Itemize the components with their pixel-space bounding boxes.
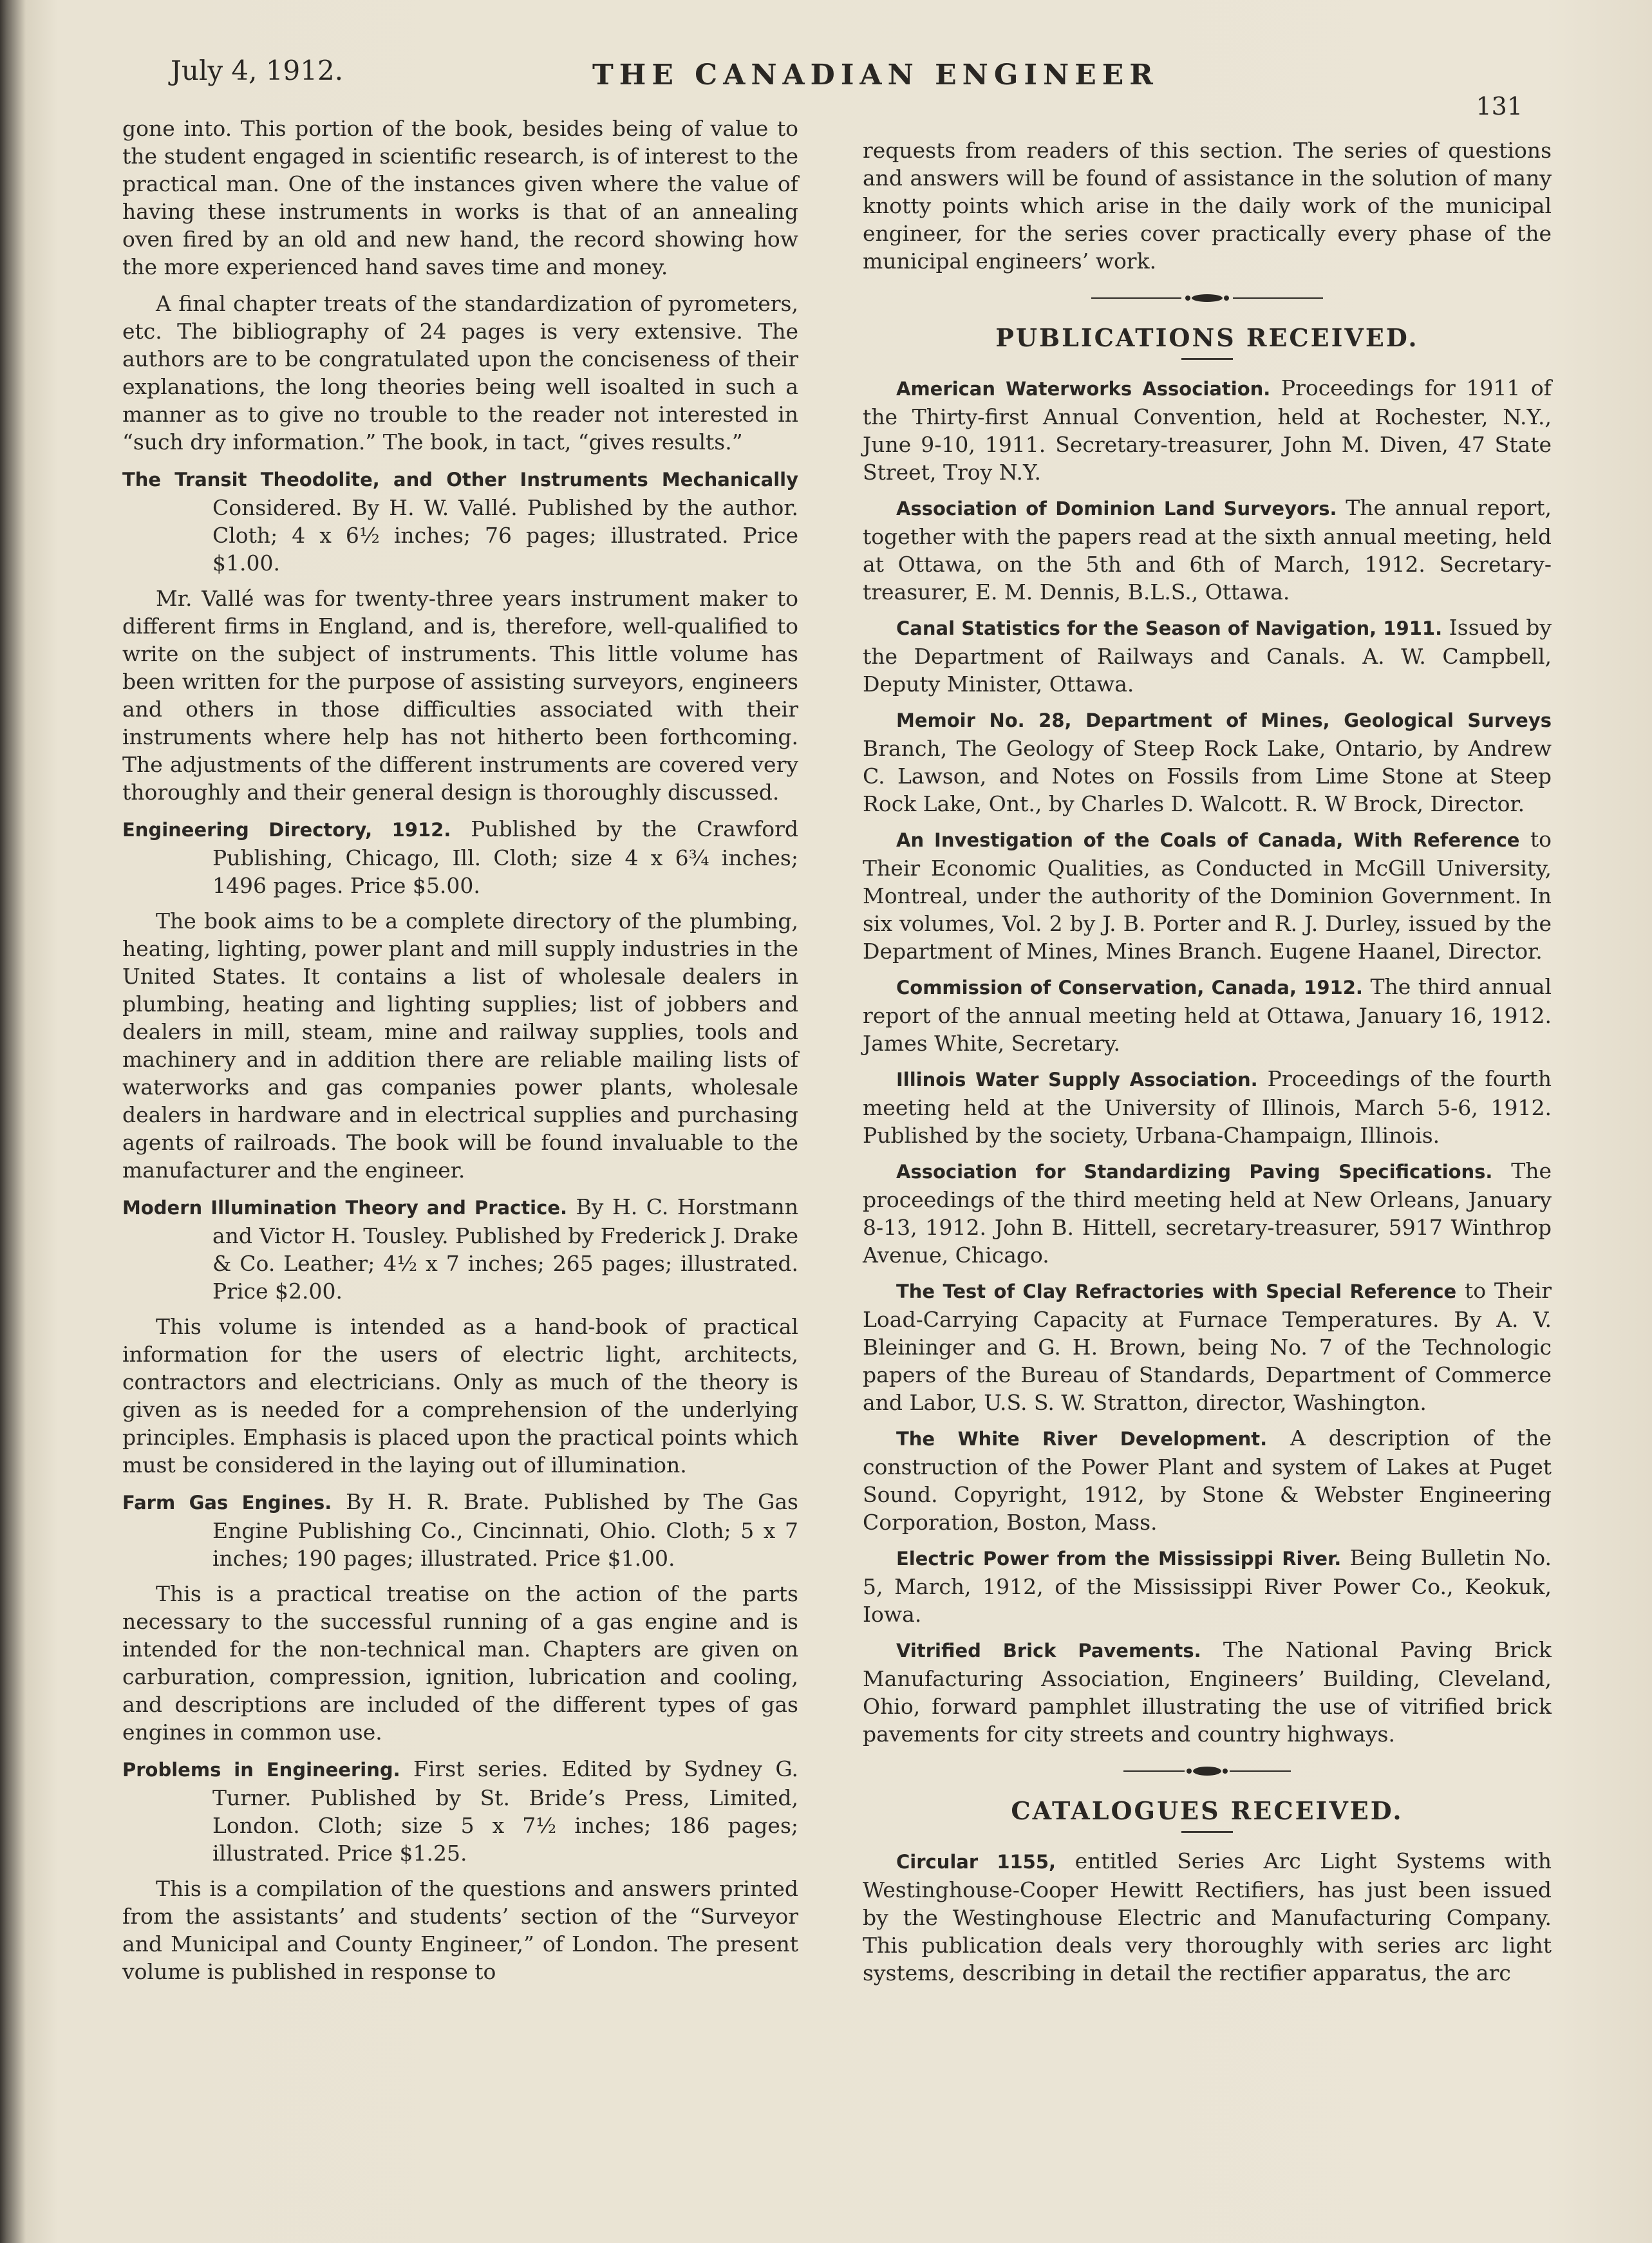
publications-heading: PUBLICATIONS RECEIVED. xyxy=(995,323,1419,352)
catalogues-heading: CATALOGUES RECEIVED. xyxy=(1011,1796,1403,1825)
page-number: 131 xyxy=(1476,92,1523,120)
publication-entry xyxy=(863,1424,1552,1536)
review-entry xyxy=(122,815,798,899)
heading-rule xyxy=(1181,358,1233,360)
publication-title: Memoir No. 28, Department of Mines, Geological Surveys xyxy=(896,709,1552,731)
ornament-divider xyxy=(1123,1765,1291,1778)
publication-entry xyxy=(863,1065,1552,1149)
paragraph: A final chapter treats of the standardization of pyrometers, etc. The bibliography of 24 pages is very extensive. The authors are to be congratulated upon the conciseness of their explanations, the long theories being well isoalted in such a manner as to give no trouble to the reader not interested in “such dry information.” The book, in tact, “gives results.” xyxy=(122,291,798,455)
publication-title: Vitrified Brick Pavements. xyxy=(896,1640,1201,1662)
publication-title: Association for Standardizing Paving Specifications. xyxy=(896,1161,1493,1183)
publication-title: The Test of Clay Refractories with Special Reference xyxy=(896,1281,1457,1302)
publication-title: Canal Statistics for the Season of Navigation, 1911. xyxy=(896,617,1443,639)
paragraph: requests from readers of this section. The series of questions and answers will be found of assistance in the solution of many knotty points which arise in the daily work of the municipal engineer, for the series cover practically every phase of the municipal engineers’ work. xyxy=(863,138,1552,274)
review-details: Considered. By H. W. Vallé. Published by the author. Cloth; 4 x 6½ inches; 76 pages; illustrated. Price $1.00. xyxy=(212,495,798,576)
publication-entry xyxy=(863,614,1552,698)
review-details: Published by the Crawford Publishing, Chicago, Ill. Cloth; size 4 x 6¾ inches; 1496 pages. Price $5.00. xyxy=(212,816,798,898)
publication-text: to Their Economic Qualities, as Conducted in McGill University, Montreal, under the authority of the Dominion Government. In six volumes, Vol. 2 by J. B. Porter and R. J. Durley, issued by the Department of Mines, Mines Branch. Eugene Haanel, Director. xyxy=(863,827,1552,964)
publication-text: The National Paving Brick Manufacturing Association, Engineers’ Building, Cleveland, Ohio, forward pamphlet illustrating the use of vitrified brick pavements for city streets and country highways. xyxy=(863,1637,1552,1747)
review-details: By H. C. Horstmann and Victor H. Tousley. Published by Frederick J. Drake & Co. Leather; 4½ x 7 inches; 265 pages; illustrated. Price $2.00. xyxy=(212,1194,798,1304)
review-body: This is a compilation of the questions and answers printed from the assistants’ and students’ section of the “Surveyor and Municipal and County Engineer,” of London. The present volume is published in response to xyxy=(122,1876,798,1984)
publication-title: Commission of Conservation, Canada, 1912. xyxy=(896,977,1363,999)
publication-entry xyxy=(863,1277,1552,1416)
publication-entry xyxy=(863,1636,1552,1748)
publication-text: Proceedings for 1911 of the Thirty-first Annual Convention, held at Rochester, N.Y., June 9-10, 1911. Secretary-treasurer, John M. Diven, 47 State Street, Troy N.Y. xyxy=(863,375,1552,485)
publication-text: Issued by the Department of Railways and Canals. A. W. Campbell, Deputy Minister, Ottawa. xyxy=(863,615,1552,697)
publication-title: American Waterworks Association. xyxy=(896,378,1271,400)
publication-title: The White River Development. xyxy=(896,1428,1268,1450)
catalogue-text: entitled Series Arc Light Systems with Westinghouse-Cooper Hewitt Rectifiers, has just been issued by the Westinghouse Electric and Manufacturing Company. This publication deals very thoroughly with series arc light systems, describing in detail the rectifier apparatus, the arc xyxy=(863,1848,1552,1985)
publication-entry xyxy=(863,494,1552,606)
publication-entry xyxy=(863,706,1552,818)
ornament-divider xyxy=(1091,292,1323,305)
publication-title: Electric Power from the Mississippi River. xyxy=(896,1548,1342,1570)
catalogue-entry xyxy=(863,1847,1552,1987)
left-column xyxy=(122,115,798,1994)
journal-title: THE CANADIAN ENGINEER xyxy=(592,59,1159,91)
review-body: This is a practical treatise on the action of the parts necessary to the successful running of a gas engine and is intended for the non-technical man. Chapters are given on carburation, compression, ignition, lubrication and cooling, and descriptions are included of the different types of gas engines in common use. xyxy=(122,1581,798,1745)
review-body: The book aims to be a complete directory of the plumbing, heating, lighting, power plant and mill supply industries in the United States. It contains a list of wholesale dealers in plumbing, heating and lighting supplies; list of jobbers and dealers in mill, steam, mine and railway supplies, tools and machinery and in addition there are reliable mailing lists of waterworks and gas companies power plants, wholesale dealers in hardware and in electrical supplies and purchasing agents of railroads. The book will be found invaluable to the manufacturer and the engineer. xyxy=(122,908,798,1183)
publication-text: A description of the construction of the Power Plant and system of Lakes at Puget Sound. Copyright, 1912, by Stone & Webster Engineering Corporation, Boston, Mass. xyxy=(863,1425,1552,1535)
publication-entry xyxy=(863,1157,1552,1269)
review-title: Engineering Directory, 1912. xyxy=(122,819,451,841)
heading-rule xyxy=(1181,1831,1233,1833)
publication-entry xyxy=(863,374,1552,486)
publication-entry xyxy=(863,1544,1552,1628)
publication-text: The annual report, together with the papers read at the sixth annual meeting, held at Ottawa, on the 5th and 6th of March, 1912. Secretary-treasurer, E. M. Dennis, B.L.S., Ottawa. xyxy=(863,495,1552,605)
review-title: Problems in Engineering. xyxy=(122,1759,400,1781)
paragraph: gone into. This portion of the book, besides being of value to the student engaged in scientific research, is of interest to the practical man. One of the instances given where the value of having these instruments in works is that of an annealing oven fired by an old and new hand, the record showing how the more experienced hand saves time and money. xyxy=(122,116,798,279)
publication-title: Association of Dominion Land Surveyors. xyxy=(896,498,1337,520)
running-header xyxy=(171,55,1523,120)
review-body: Mr. Vallé was for twenty-three years instrument maker to different firms in England, and is, therefore, well-qualified to write on the subject of instruments. This little volume has been written for the purpose of assisting surveyors, engineers and others in those difficulties associated with their instruments where help has not hitherto been forthcoming. The adjustments of the different instruments are covered very thoroughly and their general design is thoroughly discussed. xyxy=(122,586,798,805)
review-details: First series. Edited by Sydney G. Turner. Published by St. Bride’s Press, Limited, London. Cloth; size 5 x 7½ inches; 186 pages; illustrated. Price $1.25. xyxy=(212,1756,798,1866)
review-title: Modern Illumination Theory and Practice. xyxy=(122,1197,567,1219)
review-entry xyxy=(122,1755,798,1867)
publication-text: The third annual report of the annual meeting held at Ottawa, January 16, 1912. James White, Secretary. xyxy=(863,974,1552,1056)
publication-text: The proceedings of the third meeting held at New Orleans, January 8-13, 1912. John B. Hittell, secretary-treasurer, 5917 Winthrop Avenue, Chicago. xyxy=(863,1158,1552,1268)
publication-title: An Investigation of the Coals of Canada, With Reference xyxy=(896,829,1520,851)
publication-text: Proceedings of the fourth meeting held at the University of Illinois, March 5-6, 1912. Published by the society, Urbana-Champaign, Illinois. xyxy=(863,1066,1552,1148)
publication-text: Branch, The Geology of Steep Rock Lake, Ontario, by Andrew C. Lawson, and Notes on Fossils from Lime Stone at Steep Rock Lake, Ont., by Charles D. Walcott. R. W Brock, Director. xyxy=(863,736,1552,816)
publication-text: Being Bulletin No. 5, March, 1912, of the Mississippi River Power Co., Keokuk, Iowa. xyxy=(863,1545,1552,1627)
issue-date: July 4, 1912. xyxy=(171,55,344,86)
publication-entry xyxy=(863,973,1552,1057)
review-entry xyxy=(122,1488,798,1572)
review-entry xyxy=(122,1193,798,1305)
publication-entry xyxy=(863,825,1552,965)
review-entry xyxy=(122,465,798,577)
review-title: The Transit Theodolite, and Other Instruments Mechanically xyxy=(122,469,798,491)
catalogue-title: Circular 1155, xyxy=(896,1851,1056,1873)
right-column xyxy=(863,136,1552,1994)
review-title: Farm Gas Engines. xyxy=(122,1492,332,1514)
publication-text: to Their Load-Carrying Capacity at Furnace Temperatures. By A. V. Bleininger and G. H. Brown, being No. 7 of the Technologic papers of the Bureau of Standards, Department of Commerce and Labor, U.S. S. W. Stratton, director, Washington. xyxy=(863,1278,1552,1415)
review-details: By H. R. Brate. Published by The Gas Engine Publishing Co., Cincinnati, Ohio. Cloth; 5 x 7 inches; 190 pages; illustrated. Price $1.00. xyxy=(212,1489,798,1571)
review-body: This volume is intended as a hand-book of practical information for the users of electric light, architects, contractors and electricians. Only as much of the theory is given as is needed for a comprehension of the underlying principles. Emphasis is placed upon the practical points which must be considered in the laying out of illumination. xyxy=(122,1314,798,1478)
publication-title: Illinois Water Supply Association. xyxy=(896,1069,1258,1091)
